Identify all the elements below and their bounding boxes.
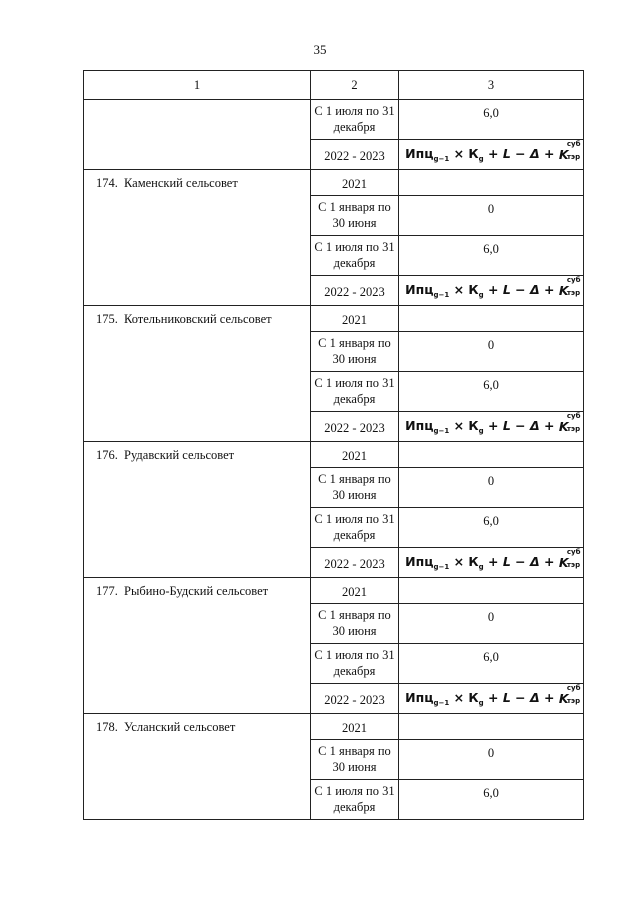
formula-rest: + L − Δ +: [488, 690, 555, 705]
municipality-name: Каменский сельсовет: [124, 176, 238, 190]
formula-times: × К: [453, 690, 479, 705]
formula: [405, 684, 581, 707]
formula: [405, 412, 581, 435]
period-cell: С 1 июля по 31 декабря: [311, 644, 399, 684]
value-cell: [399, 442, 584, 468]
header-row: [84, 71, 584, 100]
page-number: 35: [313, 42, 327, 57]
formula-k-sub: g: [478, 291, 484, 299]
formula-times: × К: [453, 282, 479, 297]
formula-times: × К: [453, 418, 479, 433]
header-cell: 1: [84, 71, 311, 100]
formula-base: Ипц: [405, 554, 434, 569]
period-cell: 2021: [311, 442, 399, 468]
value-cell: 0: [399, 468, 584, 508]
table-row: [84, 170, 584, 196]
formula-cell: [399, 276, 584, 306]
period-cell: 2022 - 2023: [311, 548, 399, 578]
value-cell: 0: [399, 740, 584, 780]
table-row: [84, 714, 584, 740]
value-cell: 6,0: [399, 780, 584, 820]
period-cell: 2021: [311, 306, 399, 332]
formula-rest: + L − Δ +: [488, 418, 555, 433]
formula-sub: g−1: [433, 155, 450, 163]
period-cell: С 1 января по 30 июня: [311, 604, 399, 644]
formula-last: K суб тэр: [558, 140, 581, 162]
formula-base: Ипц: [405, 418, 434, 433]
formula-sub: g−1: [433, 291, 450, 299]
formula-cell: [399, 548, 584, 578]
tariff-table: [83, 70, 584, 820]
period-cell: С 1 июля по 31 декабря: [311, 372, 399, 412]
value-cell: 6,0: [399, 644, 584, 684]
period-cell: 2022 - 2023: [311, 412, 399, 442]
period-cell: С 1 июля по 31 декабря: [311, 100, 399, 140]
value-cell: [399, 170, 584, 196]
formula-cell: [399, 684, 584, 714]
formula-k-sub: g: [478, 563, 484, 571]
value-cell: 6,0: [399, 372, 584, 412]
period-cell: 2022 - 2023: [311, 276, 399, 306]
formula-k-sub: g: [478, 155, 484, 163]
formula-sub: g−1: [433, 699, 450, 707]
period-cell: 2021: [311, 714, 399, 740]
municipality-cell: [84, 714, 311, 820]
value-cell: 0: [399, 196, 584, 236]
formula-sub: g−1: [433, 563, 450, 571]
formula-times: × К: [453, 146, 479, 161]
value-cell: [399, 306, 584, 332]
formula-base: Ипц: [405, 690, 434, 705]
formula-k-sub: g: [478, 427, 484, 435]
formula-times: × К: [453, 554, 479, 569]
table-row: [84, 306, 584, 332]
formula-base: Ипц: [405, 282, 434, 297]
municipality-name: Котельниковский сельсовет: [124, 312, 272, 326]
value-cell: 0: [399, 332, 584, 372]
value-cell: 0: [399, 604, 584, 644]
formula-rest: + L − Δ +: [488, 282, 555, 297]
table-row: [84, 442, 584, 468]
formula-cell: [399, 140, 584, 170]
row-number: 175.: [96, 312, 118, 326]
municipality-name: Рыбино-Будский сельсовет: [124, 584, 269, 598]
table-row: [84, 100, 584, 140]
formula: [405, 548, 581, 571]
period-cell: С 1 июля по 31 декабря: [311, 236, 399, 276]
formula-rest: + L − Δ +: [488, 146, 555, 161]
header-cell: 2: [311, 71, 399, 100]
value-cell: 6,0: [399, 236, 584, 276]
table-row: [84, 578, 584, 604]
formula: [405, 140, 581, 163]
formula-cell: [399, 412, 584, 442]
period-cell: С 1 января по 30 июня: [311, 196, 399, 236]
period-cell: С 1 января по 30 июня: [311, 468, 399, 508]
name-cell-empty: [84, 100, 311, 170]
value-cell: 6,0: [399, 508, 584, 548]
formula-rest: + L − Δ +: [488, 554, 555, 569]
row-number: 177.: [96, 584, 118, 598]
formula: [405, 276, 581, 299]
formula-base: Ипц: [405, 146, 434, 161]
period-cell: 2021: [311, 170, 399, 196]
municipality-cell: [84, 442, 311, 578]
period-cell: С 1 января по 30 июня: [311, 740, 399, 780]
row-number: 178.: [96, 720, 118, 734]
formula-sub: g−1: [433, 427, 450, 435]
period-cell: 2022 - 2023: [311, 684, 399, 714]
value-cell: 6,0: [399, 100, 584, 140]
municipality-name: Рудавский сельсовет: [124, 448, 235, 462]
value-cell: [399, 714, 584, 740]
formula-last: K суб тэр: [558, 548, 581, 570]
header-cell: 3: [399, 71, 584, 100]
row-number: 176.: [96, 448, 118, 462]
period-cell: С 1 января по 30 июня: [311, 332, 399, 372]
value-cell: [399, 578, 584, 604]
formula-last: K суб тэр: [558, 412, 581, 434]
period-cell: 2021: [311, 578, 399, 604]
period-cell: 2022 - 2023: [311, 140, 399, 170]
municipality-name: Усланский сельсовет: [124, 720, 236, 734]
municipality-cell: [84, 578, 311, 714]
period-cell: С 1 июля по 31 декабря: [311, 508, 399, 548]
period-cell: С 1 июля по 31 декабря: [311, 780, 399, 820]
municipality-cell: [84, 170, 311, 306]
row-number: 174.: [96, 176, 118, 190]
formula-k-sub: g: [478, 699, 484, 707]
municipality-cell: [84, 306, 311, 442]
formula-last: K суб тэр: [558, 684, 581, 706]
formula-last: K суб тэр: [558, 276, 581, 298]
